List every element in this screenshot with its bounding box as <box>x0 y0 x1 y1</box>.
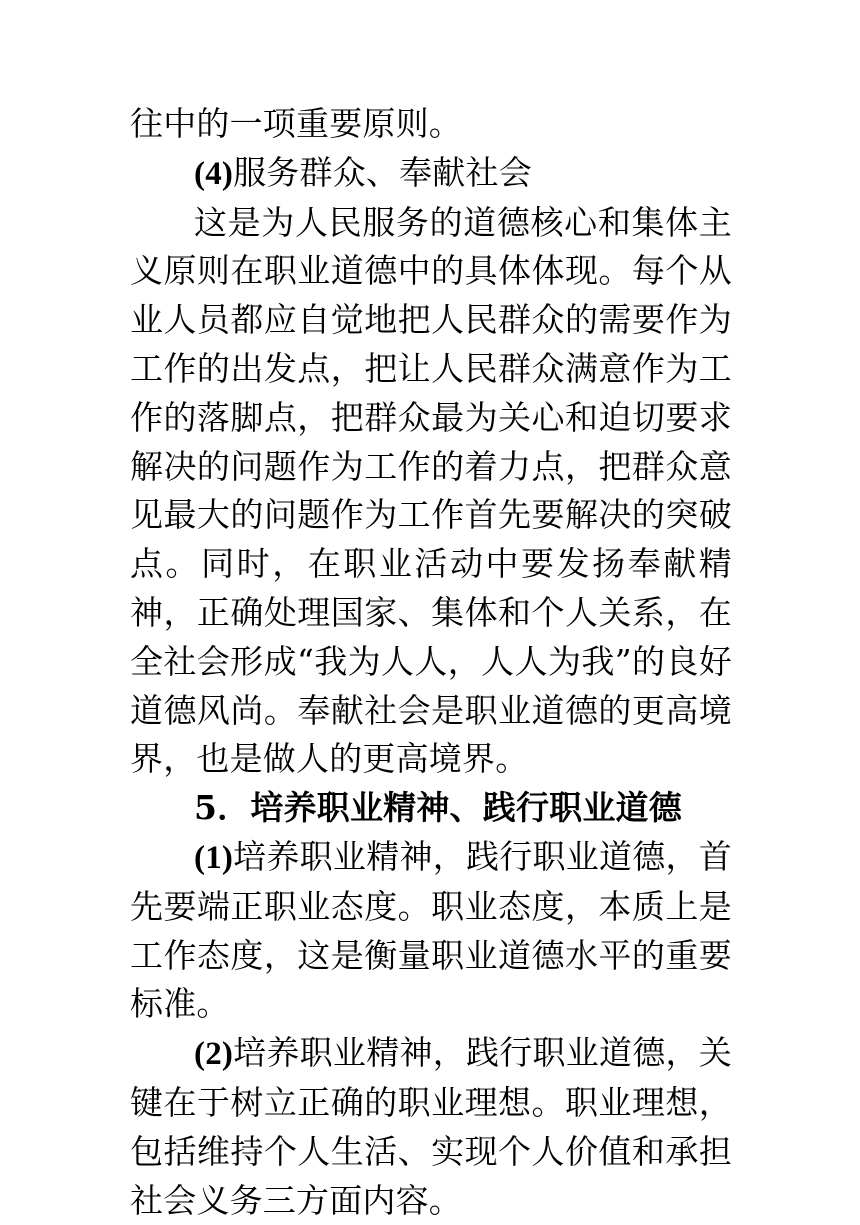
item-number: (2) <box>194 1036 234 1073</box>
paragraph-text: 培养职业精神，践行职业道德，首先要端正职业态度。职业态度，本质上是工作态度，这是衡量职业道德水平的重要标准。 <box>130 836 732 1024</box>
paragraph-point-1 <box>130 833 732 1029</box>
paragraph-body: 这是为人民服务的道德核心和集体主义原则在职业道德中的具体体现。每个从业人员都应自觉地把人民群众的需要作为工作的出发点，把让人民群众满意作为工作的落脚点，把群众最为关心和迫切要求解决的问题作为工作的着力点，把群众意见最大的问题作为工作首先要解决的突破点。同时，在职业活动中要发扬奉献精神，正确处理国家、集体和个人关系，在全社会形成“我为人人，人人为我”的良好道德风尚。奉献社会是职业道德的更高境界，也是做人的更高境界。 <box>130 202 732 779</box>
section-heading: 5．培养职业精神、践行职业道德 <box>194 788 682 828</box>
document-page <box>130 100 732 1225</box>
subheading-text: 服务群众、奉献社会 <box>233 152 532 192</box>
item-number: (1) <box>194 839 234 876</box>
paragraph-point-2 <box>130 1029 732 1225</box>
item-number: (4) <box>194 155 234 192</box>
subheading-serve-the-masses <box>130 149 732 199</box>
paragraph-continuation: 往中的一项重要原则。 <box>130 104 462 143</box>
paragraph-text: 培养职业精神，践行职业道德，关键在于树立正确的职业理想。职业理想，包括维持个人生活、实现个人价值和承担社会义务三方面内容。 <box>130 1033 732 1220</box>
